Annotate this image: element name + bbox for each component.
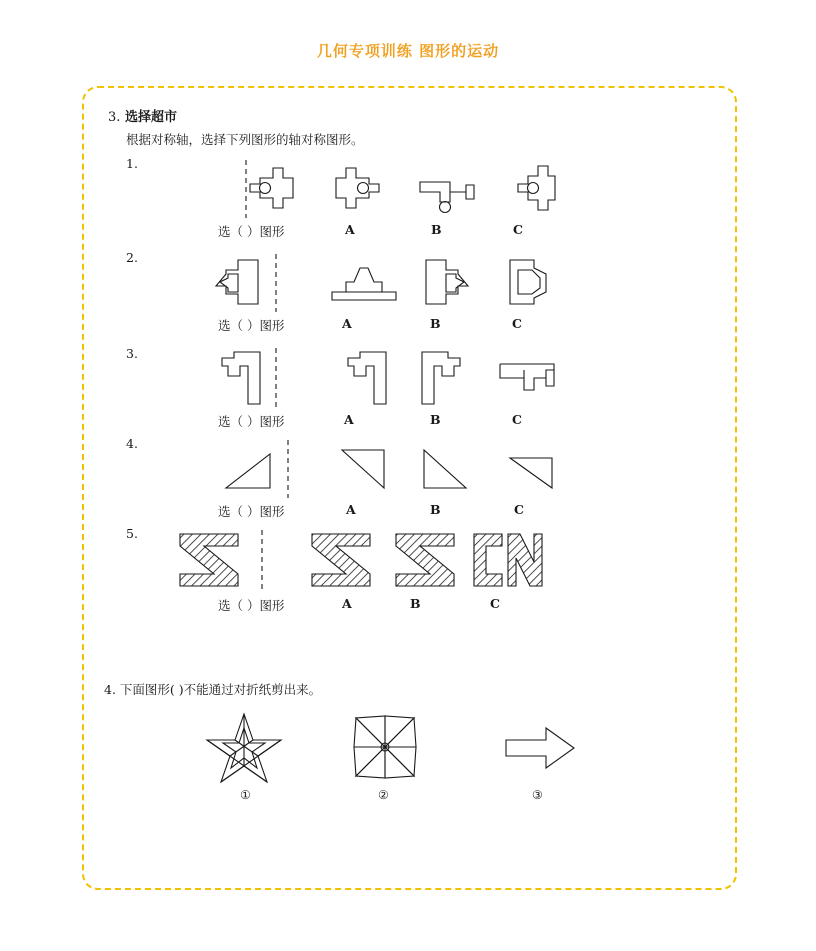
section-4-question[interactable]: 4. 下面图形( )不能通过对折纸剪出来。 [104, 682, 322, 697]
figure-2-choice-c[interactable] [494, 250, 574, 316]
figure-4-choice-b[interactable] [410, 436, 490, 502]
figure-arrow-caption: ③ [532, 788, 543, 802]
section-3-instruction: 根据对称轴，选择下列图形的轴对称图形。 [126, 132, 364, 147]
figure-3-original [198, 346, 318, 412]
figure-3-choice-c[interactable] [494, 346, 574, 412]
section-3-heading [108, 106, 177, 125]
section-4-figures [104, 708, 704, 802]
section-3-number: 3. [108, 110, 121, 125]
question-5-answer-prompt[interactable]: 选（ ）图形 [218, 598, 285, 613]
question-3-letter-a: A [344, 412, 354, 427]
figure-1-choice-a[interactable] [326, 156, 396, 222]
figure-star[interactable] [204, 708, 284, 786]
figure-4-original [198, 436, 318, 502]
question-4-letter-c: C [514, 502, 524, 517]
figure-1-choice-b[interactable] [408, 156, 488, 222]
figure-pinwheel-caption: ② [378, 788, 389, 802]
question-row-5 [108, 526, 708, 616]
worksheet-container [82, 86, 737, 890]
page-title: 几何专项训练 图形的运动 [316, 42, 500, 60]
question-4-letter-b: B [430, 502, 441, 517]
figure-3-choice-a[interactable] [326, 346, 406, 412]
question-2-figures [108, 250, 708, 314]
question-row-3 [108, 346, 708, 436]
figure-pinwheel[interactable] [346, 708, 424, 786]
question-3-label: 3. [126, 346, 138, 361]
figure-2-original [198, 250, 318, 316]
figure-3-choice-b[interactable] [410, 346, 490, 412]
figure-star-caption: ① [240, 788, 251, 802]
question-4-figures [108, 436, 708, 500]
question-3-figures [108, 346, 708, 410]
figure-2-choice-a[interactable] [324, 250, 404, 316]
question-2-letter-b: B [430, 316, 441, 331]
question-1-letter-b: B [431, 222, 442, 237]
question-5-figures [108, 526, 708, 590]
figure-5-original [166, 526, 296, 596]
question-row-1 [108, 156, 708, 246]
question-3-answer-prompt[interactable]: 选（ ）图形 [218, 414, 285, 429]
question-row-2 [108, 250, 708, 340]
question-1-letter-a: A [345, 222, 355, 237]
question-4-answer-prompt[interactable]: 选（ ）图形 [218, 504, 285, 519]
figure-2-choice-b[interactable] [408, 250, 488, 316]
question-3-letter-c: C [512, 412, 522, 427]
question-1-figures [108, 156, 708, 220]
question-5-letter-b: B [410, 596, 421, 611]
question-2-letter-a: A [342, 316, 352, 331]
figure-1-original [198, 156, 318, 222]
figure-arrow[interactable] [500, 708, 580, 786]
question-3-letter-b: B [430, 412, 441, 427]
question-5-letter-c: C [490, 596, 500, 611]
question-4-letter-a: A [346, 502, 356, 517]
question-2-answer-prompt[interactable]: 选（ ）图形 [218, 318, 285, 333]
figure-5-choice-a[interactable] [304, 526, 384, 596]
question-5-letter-a: A [342, 596, 352, 611]
figure-1-choice-c[interactable] [498, 156, 568, 222]
question-2-label: 2. [126, 250, 138, 265]
section-3-title: 选择超市 [124, 110, 177, 125]
figure-5-choice-b[interactable] [388, 526, 468, 596]
question-1-letter-c: C [513, 222, 523, 237]
figure-5-choice-c[interactable] [468, 526, 548, 596]
question-row-4 [108, 436, 708, 526]
question-2-letter-c: C [512, 316, 522, 331]
figure-4-choice-c[interactable] [496, 436, 576, 502]
question-4-label: 4. [126, 436, 138, 451]
question-1-answer-prompt[interactable]: 选（ ）图形 [218, 224, 285, 239]
figure-4-choice-a[interactable] [326, 436, 406, 502]
question-1-label: 1. [126, 156, 138, 171]
question-5-label: 5. [126, 526, 138, 541]
